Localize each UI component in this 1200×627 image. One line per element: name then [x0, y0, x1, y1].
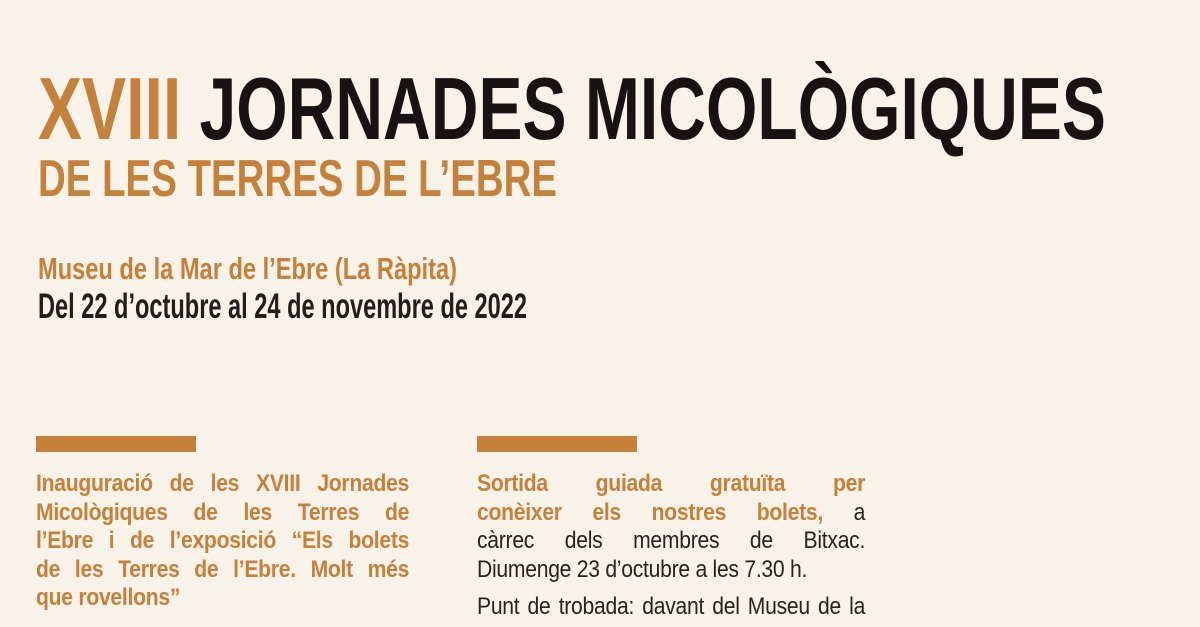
- section-rule-inauguracio: [36, 436, 196, 452]
- text-line: que rovellons”: [36, 584, 181, 611]
- poster-title: [38, 59, 1106, 158]
- text-line: de les Terres de l’Ebre. Molt més: [36, 555, 410, 583]
- title-text: JORNADES MICOLÒGIQUES: [181, 59, 1106, 158]
- section-rule-sortida: [477, 436, 637, 452]
- text-line: [477, 499, 865, 528]
- text-line: Inauguració de les XVIII Jornades: [36, 470, 410, 497]
- venue-line: Museu de la Mar de l’Ebre (La Ràpita): [38, 251, 457, 286]
- text-line: Micològiques de les Terres de: [36, 498, 410, 526]
- edition-number: XVIII: [38, 59, 182, 158]
- meeting-point-line: Punt de trobada: davant del Museu de la: [477, 593, 866, 620]
- lead-text: Sortida guiada gratuïta per: [477, 470, 866, 497]
- text-line: l’Ebre i de l’exposició “Els bolets: [36, 527, 410, 554]
- text-line: [477, 470, 865, 499]
- lead-text: conèixer els nostres bolets,: [477, 498, 823, 526]
- body-text: Diumenge 23 d’octubre a les 7.30 h.: [477, 555, 808, 583]
- body-text: càrrec dels membres de Bitxac.: [477, 527, 866, 554]
- dates-line: Del 22 d’octubre al 24 de novembre de 2022: [38, 287, 527, 326]
- sortida-column: [477, 470, 865, 622]
- body-text: a: [822, 498, 866, 526]
- text-line: [477, 556, 865, 585]
- inauguracio-column: [36, 470, 409, 613]
- poster-subtitle: DE LES TERRES DE L’EBRE: [38, 150, 557, 208]
- text-line: [477, 527, 865, 556]
